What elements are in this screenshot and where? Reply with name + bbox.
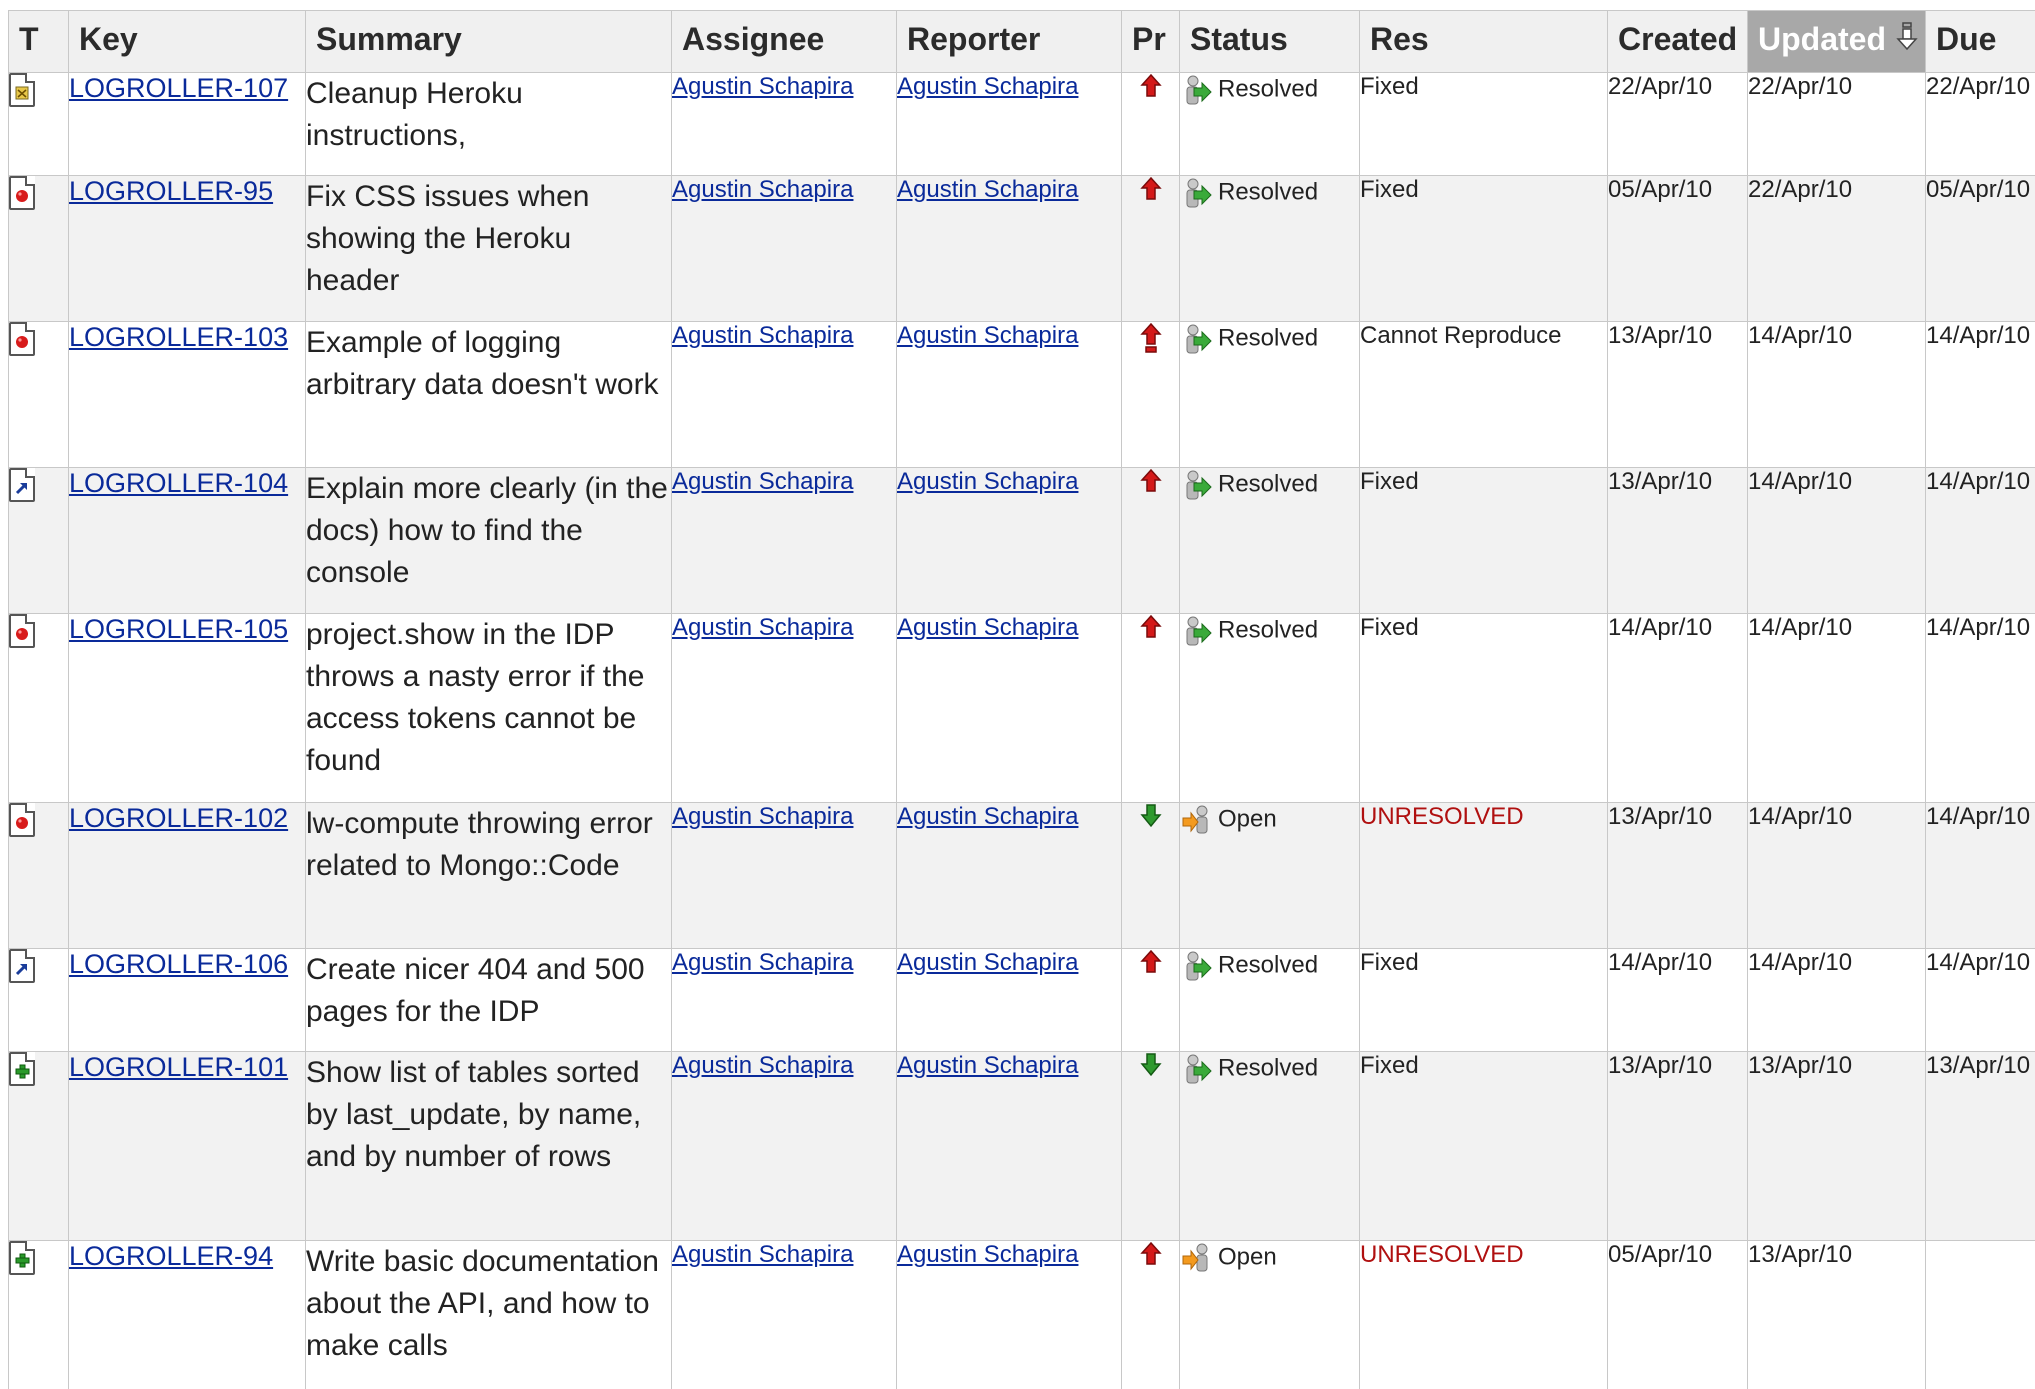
column-header-due[interactable]: Due xyxy=(1926,11,2035,73)
open-status-icon xyxy=(1180,805,1218,832)
assignee-cell xyxy=(672,176,897,322)
issue-key-link[interactable]: LOGROLLER-94 xyxy=(69,1241,274,1271)
type-cell xyxy=(9,176,69,322)
due-date: 14/Apr/10 xyxy=(1926,803,2031,830)
resolved-status-icon xyxy=(1180,178,1218,205)
type-cell xyxy=(9,468,69,614)
issue-summary: Write basic documentation about the API, and how to make calls xyxy=(306,1245,659,1362)
created-date: 14/Apr/10 xyxy=(1608,614,1713,641)
resolution-label: Fixed xyxy=(1360,614,1419,641)
assignee-link[interactable]: Agustin Schapira xyxy=(672,803,854,830)
sort-desc-icon[interactable] xyxy=(1896,21,1918,59)
issue-summary: Create nicer 404 and 500 pages for the IDP xyxy=(306,953,645,1028)
resolved-status-icon xyxy=(1180,951,1218,978)
key-cell xyxy=(69,468,306,614)
status-cell xyxy=(1180,176,1360,322)
status-label: Open xyxy=(1218,805,1277,833)
assignee-link[interactable]: Agustin Schapira xyxy=(672,1241,854,1268)
reporter-cell xyxy=(897,1241,1122,1389)
updated-cell xyxy=(1748,949,1926,1052)
status-label: Resolved xyxy=(1218,951,1319,979)
assignee-cell xyxy=(672,803,897,949)
reporter-cell xyxy=(897,468,1122,614)
assignee-cell xyxy=(672,614,897,803)
column-header-summary[interactable]: Summary xyxy=(306,11,672,73)
created-date: 13/Apr/10 xyxy=(1608,468,1713,495)
status-cell xyxy=(1180,468,1360,614)
issues-table xyxy=(8,10,2035,1389)
summary-cell xyxy=(306,1241,672,1389)
assignee-link[interactable]: Agustin Schapira xyxy=(672,1052,854,1079)
issue-summary: Example of logging arbitrary data doesn't work xyxy=(306,326,659,401)
priority-up-icon xyxy=(1140,481,1162,498)
summary-cell xyxy=(306,1052,672,1241)
summary-cell xyxy=(306,614,672,803)
summary-cell xyxy=(306,176,672,322)
status-label: Resolved xyxy=(1218,1054,1319,1082)
created-date: 05/Apr/10 xyxy=(1608,176,1713,203)
updated-date: 14/Apr/10 xyxy=(1748,614,1853,641)
issue-summary: Fix CSS issues when showing the Heroku header xyxy=(306,180,590,297)
summary-cell xyxy=(306,73,672,176)
due-date: 14/Apr/10 xyxy=(1926,614,2031,641)
resolution-label: UNRESOLVED xyxy=(1360,803,1524,830)
resolution-cell xyxy=(1360,614,1608,803)
reporter-cell xyxy=(897,1052,1122,1241)
updated-date: 22/Apr/10 xyxy=(1748,176,1853,203)
created-cell xyxy=(1608,949,1748,1052)
priority-cell xyxy=(1122,322,1180,468)
summary-cell xyxy=(306,322,672,468)
resolved-status-icon xyxy=(1180,470,1218,497)
assignee-link[interactable]: Agustin Schapira xyxy=(672,176,854,203)
created-date: 05/Apr/10 xyxy=(1608,1241,1713,1268)
table-row[interactable] xyxy=(9,1241,2035,1389)
assignee-link[interactable]: Agustin Schapira xyxy=(672,322,854,349)
table-row[interactable] xyxy=(9,322,2035,468)
created-date: 14/Apr/10 xyxy=(1608,949,1713,976)
reporter-link[interactable]: Agustin Schapira xyxy=(897,803,1079,830)
issue-key-link[interactable]: LOGROLLER-107 xyxy=(69,73,289,103)
improvement-icon xyxy=(9,468,35,502)
reporter-link[interactable]: Agustin Schapira xyxy=(897,468,1079,495)
resolution-cell xyxy=(1360,1241,1608,1389)
created-cell xyxy=(1608,803,1748,949)
updated-date: 14/Apr/10 xyxy=(1748,803,1853,830)
due-date: 22/Apr/10 xyxy=(1926,73,2031,100)
status-label: Open xyxy=(1218,1243,1277,1271)
priority-up-icon xyxy=(1140,1254,1162,1271)
resolution-label: Fixed xyxy=(1360,1052,1419,1079)
type-cell xyxy=(9,73,69,176)
assignee-cell xyxy=(672,322,897,468)
reporter-link[interactable]: Agustin Schapira xyxy=(897,614,1079,641)
column-header-key[interactable]: Key xyxy=(69,11,306,73)
assignee-cell xyxy=(672,1241,897,1389)
improvement-icon xyxy=(9,949,35,983)
updated-date: 13/Apr/10 xyxy=(1748,1241,1853,1268)
issue-summary: Show list of tables sorted by last_update, by name, and by number of rows xyxy=(306,1056,642,1173)
resolution-label: Fixed xyxy=(1360,176,1419,203)
priority-cell xyxy=(1122,1241,1180,1389)
status-cell xyxy=(1180,949,1360,1052)
summary-cell xyxy=(306,468,672,614)
resolved-status-icon xyxy=(1180,324,1218,351)
status-cell xyxy=(1180,322,1360,468)
due-cell xyxy=(1926,949,2035,1052)
new-feature-icon xyxy=(9,1052,35,1086)
key-cell xyxy=(69,73,306,176)
assignee-cell xyxy=(672,1052,897,1241)
resolution-cell xyxy=(1360,1052,1608,1241)
priority-up-icon xyxy=(1140,86,1162,103)
created-date: 13/Apr/10 xyxy=(1608,322,1713,349)
table-row[interactable] xyxy=(9,614,2035,803)
column-header-assignee[interactable]: Assignee xyxy=(672,11,897,73)
summary-cell xyxy=(306,949,672,1052)
priority-cell xyxy=(1122,176,1180,322)
updated-cell xyxy=(1748,803,1926,949)
created-date: 22/Apr/10 xyxy=(1608,73,1713,100)
resolution-label: UNRESOLVED xyxy=(1360,1241,1524,1268)
type-cell xyxy=(9,803,69,949)
issue-summary: Cleanup Heroku instructions, xyxy=(306,77,523,152)
updated-date: 14/Apr/10 xyxy=(1748,468,1853,495)
column-header-created[interactable]: Created xyxy=(1608,11,1748,73)
column-header-type[interactable]: T xyxy=(9,11,69,73)
resolution-cell xyxy=(1360,73,1608,176)
type-cell xyxy=(9,614,69,803)
priority-cell xyxy=(1122,468,1180,614)
bug-icon xyxy=(9,614,35,648)
resolution-label: Fixed xyxy=(1360,949,1419,976)
issue-summary: lw-compute throwing error related to Mongo::Code xyxy=(306,807,653,882)
type-cell xyxy=(9,1241,69,1389)
table-row[interactable] xyxy=(9,803,2035,949)
due-date: 14/Apr/10 xyxy=(1926,468,2031,495)
new-feature-icon xyxy=(9,1241,35,1275)
priority-down-icon xyxy=(1140,1065,1162,1082)
reporter-cell xyxy=(897,73,1122,176)
reporter-cell xyxy=(897,322,1122,468)
resolved-status-icon xyxy=(1180,616,1218,643)
resolution-cell xyxy=(1360,176,1608,322)
priority-down-icon xyxy=(1140,816,1162,833)
status-cell xyxy=(1180,73,1360,176)
due-cell xyxy=(1926,176,2035,322)
due-date: 14/Apr/10 xyxy=(1926,949,2031,976)
resolved-status-icon xyxy=(1180,1054,1218,1081)
created-cell xyxy=(1608,468,1748,614)
status-label: Resolved xyxy=(1218,324,1319,352)
status-cell xyxy=(1180,1241,1360,1389)
status-cell xyxy=(1180,614,1360,803)
bug-icon xyxy=(9,322,35,356)
issue-key-link[interactable]: LOGROLLER-101 xyxy=(69,1052,289,1082)
table-row[interactable] xyxy=(9,468,2035,614)
column-header-reporter[interactable]: Reporter xyxy=(897,11,1122,73)
table-row[interactable] xyxy=(9,73,2035,176)
reporter-link[interactable]: Agustin Schapira xyxy=(897,73,1079,100)
resolution-cell xyxy=(1360,322,1608,468)
created-cell xyxy=(1608,176,1748,322)
resolution-cell xyxy=(1360,468,1608,614)
issue-key-link[interactable]: LOGROLLER-95 xyxy=(69,176,274,206)
assignee-cell xyxy=(672,73,897,176)
open-status-icon xyxy=(1180,1243,1218,1270)
priority-up-icon xyxy=(1140,962,1162,979)
due-cell xyxy=(1926,1052,2035,1241)
type-cell xyxy=(9,322,69,468)
priority-cell xyxy=(1122,73,1180,176)
column-header-priority[interactable]: Pr xyxy=(1122,11,1180,73)
priority-cell xyxy=(1122,614,1180,803)
assignee-link[interactable]: Agustin Schapira xyxy=(672,949,854,976)
key-cell xyxy=(69,1241,306,1389)
table-row[interactable] xyxy=(9,949,2035,1052)
key-cell xyxy=(69,803,306,949)
reporter-cell xyxy=(897,176,1122,322)
reporter-cell xyxy=(897,614,1122,803)
issue-key-link[interactable]: LOGROLLER-106 xyxy=(69,949,289,979)
resolution-cell xyxy=(1360,949,1608,1052)
created-cell xyxy=(1608,73,1748,176)
due-cell xyxy=(1926,803,2035,949)
updated-date: 14/Apr/10 xyxy=(1748,949,1853,976)
reporter-cell xyxy=(897,803,1122,949)
key-cell xyxy=(69,1052,306,1241)
assignee-cell xyxy=(672,468,897,614)
priority-up-icon xyxy=(1140,189,1162,206)
updated-cell xyxy=(1748,176,1926,322)
created-cell xyxy=(1608,614,1748,803)
updated-cell xyxy=(1748,1052,1926,1241)
priority-blocker-icon xyxy=(1140,341,1162,358)
updated-cell xyxy=(1748,1241,1926,1389)
resolved-status-icon xyxy=(1180,75,1218,102)
key-cell xyxy=(69,614,306,803)
due-date: 05/Apr/10 xyxy=(1926,176,2031,203)
column-header-resolution[interactable]: Res xyxy=(1360,11,1608,73)
status-cell xyxy=(1180,803,1360,949)
reporter-link[interactable]: Agustin Schapira xyxy=(897,1052,1079,1079)
updated-cell xyxy=(1748,468,1926,614)
updated-date: 14/Apr/10 xyxy=(1748,322,1853,349)
issue-summary: Explain more clearly (in the docs) how to find the console xyxy=(306,472,668,589)
priority-cell xyxy=(1122,949,1180,1052)
priority-up-icon xyxy=(1140,627,1162,644)
issue-summary: project.show in the IDP throws a nasty error if the access tokens cannot be found xyxy=(306,618,645,777)
issue-key-link[interactable]: LOGROLLER-104 xyxy=(69,468,289,498)
type-cell xyxy=(9,1052,69,1241)
status-label: Resolved xyxy=(1218,616,1319,644)
updated-cell xyxy=(1748,322,1926,468)
issue-key-link[interactable]: LOGROLLER-102 xyxy=(69,803,289,833)
key-cell xyxy=(69,322,306,468)
due-cell xyxy=(1926,73,2035,176)
priority-cell xyxy=(1122,1052,1180,1241)
created-date: 13/Apr/10 xyxy=(1608,1052,1713,1079)
due-date: 14/Apr/10 xyxy=(1926,322,2031,349)
reporter-link[interactable]: Agustin Schapira xyxy=(897,176,1079,203)
reporter-link[interactable]: Agustin Schapira xyxy=(897,1241,1079,1268)
table-row[interactable] xyxy=(9,176,2035,322)
updated-date: 22/Apr/10 xyxy=(1748,73,1853,100)
status-cell xyxy=(1180,1052,1360,1241)
priority-cell xyxy=(1122,803,1180,949)
summary-cell xyxy=(306,803,672,949)
assignee-link[interactable]: Agustin Schapira xyxy=(672,614,854,641)
assignee-link[interactable]: Agustin Schapira xyxy=(672,73,854,100)
column-header-updated-label: Updated xyxy=(1758,21,1886,57)
key-cell xyxy=(69,949,306,1052)
due-cell xyxy=(1926,322,2035,468)
resolution-label: Fixed xyxy=(1360,73,1419,100)
updated-cell xyxy=(1748,73,1926,176)
resolution-label: Cannot Reproduce xyxy=(1360,322,1562,349)
due-date: 13/Apr/10 xyxy=(1926,1052,2031,1079)
table-header-row xyxy=(9,11,2035,73)
created-cell xyxy=(1608,1052,1748,1241)
created-cell xyxy=(1608,322,1748,468)
key-cell xyxy=(69,176,306,322)
table-row[interactable] xyxy=(9,1052,2035,1241)
status-label: Resolved xyxy=(1218,178,1319,206)
column-header-updated[interactable] xyxy=(1748,11,1926,73)
created-cell xyxy=(1608,1241,1748,1389)
updated-date: 13/Apr/10 xyxy=(1748,1052,1853,1079)
issue-key-link[interactable]: LOGROLLER-105 xyxy=(69,614,289,644)
assignee-cell xyxy=(672,949,897,1052)
due-cell xyxy=(1926,468,2035,614)
column-header-status[interactable]: Status xyxy=(1180,11,1360,73)
type-cell xyxy=(9,949,69,1052)
updated-cell xyxy=(1748,614,1926,803)
resolution-label: Fixed xyxy=(1360,468,1419,495)
assignee-link[interactable]: Agustin Schapira xyxy=(672,468,854,495)
bug-icon xyxy=(9,803,35,837)
status-label: Resolved xyxy=(1218,75,1319,103)
reporter-link[interactable]: Agustin Schapira xyxy=(897,322,1079,349)
resolution-cell xyxy=(1360,803,1608,949)
due-cell xyxy=(1926,1241,2035,1389)
due-cell xyxy=(1926,614,2035,803)
created-date: 13/Apr/10 xyxy=(1608,803,1713,830)
bug-icon xyxy=(9,176,35,210)
reporter-link[interactable]: Agustin Schapira xyxy=(897,949,1079,976)
status-label: Resolved xyxy=(1218,470,1319,498)
task-icon xyxy=(9,73,35,107)
issue-key-link[interactable]: LOGROLLER-103 xyxy=(69,322,289,352)
reporter-cell xyxy=(897,949,1122,1052)
